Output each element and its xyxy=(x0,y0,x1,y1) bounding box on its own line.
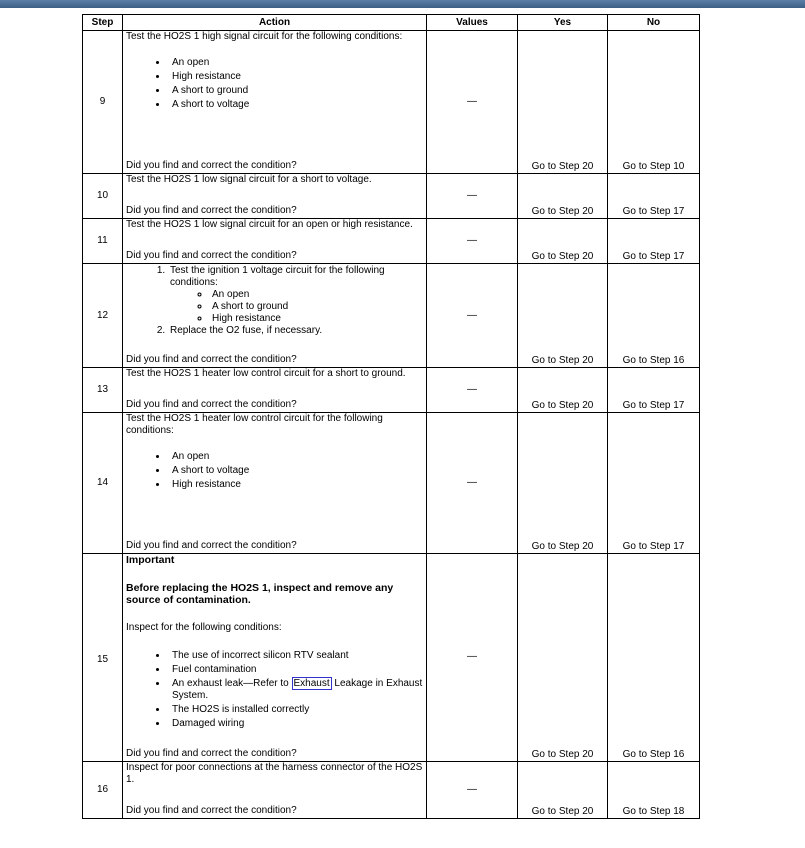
values-cell: — xyxy=(427,413,518,554)
yes-cell: Go to Step 20 xyxy=(518,368,608,413)
values-cell: — xyxy=(427,31,518,174)
action-cell xyxy=(123,762,427,819)
column-header-action: Action xyxy=(123,15,427,31)
values-cell: — xyxy=(427,554,518,762)
list-item: ◦ An open xyxy=(210,289,423,301)
no-cell: Go to Step 16 xyxy=(608,554,700,762)
action-cell xyxy=(123,264,427,368)
condition-list xyxy=(126,57,423,111)
list-item: • Fuel contamination xyxy=(168,664,423,676)
step-number: 11 xyxy=(83,219,123,264)
question-text: Did you find and correct the condition? xyxy=(126,540,297,551)
sub-condition-list xyxy=(170,289,423,325)
condition-list xyxy=(126,451,423,491)
yes-cell: Go to Step 20 xyxy=(518,31,608,174)
list-item-text: Leakage in Exhaust System. xyxy=(172,678,423,701)
step-number: 12 xyxy=(83,264,123,368)
table-row xyxy=(83,762,700,819)
question-text: Did you find and correct the condition? xyxy=(126,205,297,216)
list-item: • The use of incorrect silicon RTV sealant xyxy=(168,650,423,662)
window-title-bar xyxy=(0,0,805,8)
action-cell xyxy=(123,219,427,264)
action-cell xyxy=(123,31,427,174)
question-text: Did you find and correct the condition? xyxy=(126,748,297,759)
exhaust-link[interactable]: Exhaust xyxy=(293,678,330,689)
table-row xyxy=(83,264,700,368)
table-row xyxy=(83,368,700,413)
values-cell: — xyxy=(427,219,518,264)
action-text: Inspect for the following conditions: xyxy=(126,622,282,633)
yes-cell: Go to Step 20 xyxy=(518,413,608,554)
step-number: 16 xyxy=(83,762,123,819)
step-number: 10 xyxy=(83,174,123,219)
question-text: Did you find and correct the condition? xyxy=(126,354,297,365)
step-number: 9 xyxy=(83,31,123,174)
table-row xyxy=(83,174,700,219)
list-item: • High resistance xyxy=(168,479,423,491)
important-heading: Important xyxy=(126,554,175,566)
action-text: Test the HO2S 1 low signal circuit for an open or high resistance. xyxy=(126,219,413,230)
table-header-row xyxy=(83,15,700,31)
no-cell: Go to Step 16 xyxy=(608,264,700,368)
condition-list xyxy=(126,650,423,730)
action-cell xyxy=(123,413,427,554)
column-header-no: No xyxy=(608,15,700,31)
procedure-step-text: Test the ignition 1 voltage circuit for the following conditions: xyxy=(170,265,385,288)
yes-cell: Go to Step 20 xyxy=(518,264,608,368)
column-header-step: Step xyxy=(83,15,123,31)
table-row xyxy=(83,554,700,762)
action-text: Test the HO2S 1 heater low control circuit for a short to ground. xyxy=(126,368,406,379)
list-item-text: An exhaust leak—Refer to xyxy=(172,678,292,689)
column-header-values: Values xyxy=(427,15,518,31)
procedure-list xyxy=(126,265,423,337)
list-item: • The HO2S is installed correctly xyxy=(168,704,423,716)
yes-cell: Go to Step 20 xyxy=(518,762,608,819)
warning-text: Before replacing the HO2S 1, inspect and remove any source of contamination. xyxy=(126,582,394,606)
table-row xyxy=(83,219,700,264)
no-cell: Go to Step 17 xyxy=(608,174,700,219)
no-cell: Go to Step 17 xyxy=(608,413,700,554)
values-cell: — xyxy=(427,174,518,219)
values-cell: — xyxy=(427,264,518,368)
action-cell xyxy=(123,554,427,762)
list-item: ◦ A short to ground xyxy=(210,301,423,313)
list-item: • A short to voltage xyxy=(168,99,423,111)
list-item xyxy=(168,265,423,325)
list-item: • A short to ground xyxy=(168,85,423,97)
action-cell xyxy=(123,174,427,219)
values-cell: — xyxy=(427,762,518,819)
list-item: 2. Replace the O2 fuse, if necessary. xyxy=(168,325,423,337)
list-item: • High resistance xyxy=(168,71,423,83)
list-item: ◦ High resistance xyxy=(210,313,423,325)
column-header-yes: Yes xyxy=(518,15,608,31)
no-cell: Go to Step 10 xyxy=(608,31,700,174)
action-text: Inspect for poor connections at the harness connector of the HO2S 1. xyxy=(126,762,423,785)
question-text: Did you find and correct the condition? xyxy=(126,250,297,261)
list-item xyxy=(168,678,423,702)
step-number: 15 xyxy=(83,554,123,762)
no-cell: Go to Step 17 xyxy=(608,219,700,264)
yes-cell: Go to Step 20 xyxy=(518,554,608,762)
no-cell: Go to Step 17 xyxy=(608,368,700,413)
table-row xyxy=(83,31,700,174)
action-text: Test the HO2S 1 high signal circuit for the following conditions: xyxy=(126,31,403,42)
list-item: • A short to voltage xyxy=(168,465,423,477)
question-text: Did you find and correct the condition? xyxy=(126,805,297,816)
step-number: 13 xyxy=(83,368,123,413)
list-item: • An open xyxy=(168,451,423,463)
question-text: Did you find and correct the condition? xyxy=(126,399,297,410)
action-text: Test the HO2S 1 heater low control circuit for the following conditions: xyxy=(126,413,383,436)
step-number: 14 xyxy=(83,413,123,554)
table-row xyxy=(83,413,700,554)
yes-cell: Go to Step 20 xyxy=(518,174,608,219)
diagnostic-table xyxy=(82,14,700,819)
no-cell: Go to Step 18 xyxy=(608,762,700,819)
list-item: • An open xyxy=(168,57,423,69)
action-text: Test the HO2S 1 low signal circuit for a short to voltage. xyxy=(126,174,372,185)
values-cell: — xyxy=(427,368,518,413)
action-cell xyxy=(123,368,427,413)
list-item: • Damaged wiring xyxy=(168,718,423,730)
yes-cell: Go to Step 20 xyxy=(518,219,608,264)
question-text: Did you find and correct the condition? xyxy=(126,160,297,171)
